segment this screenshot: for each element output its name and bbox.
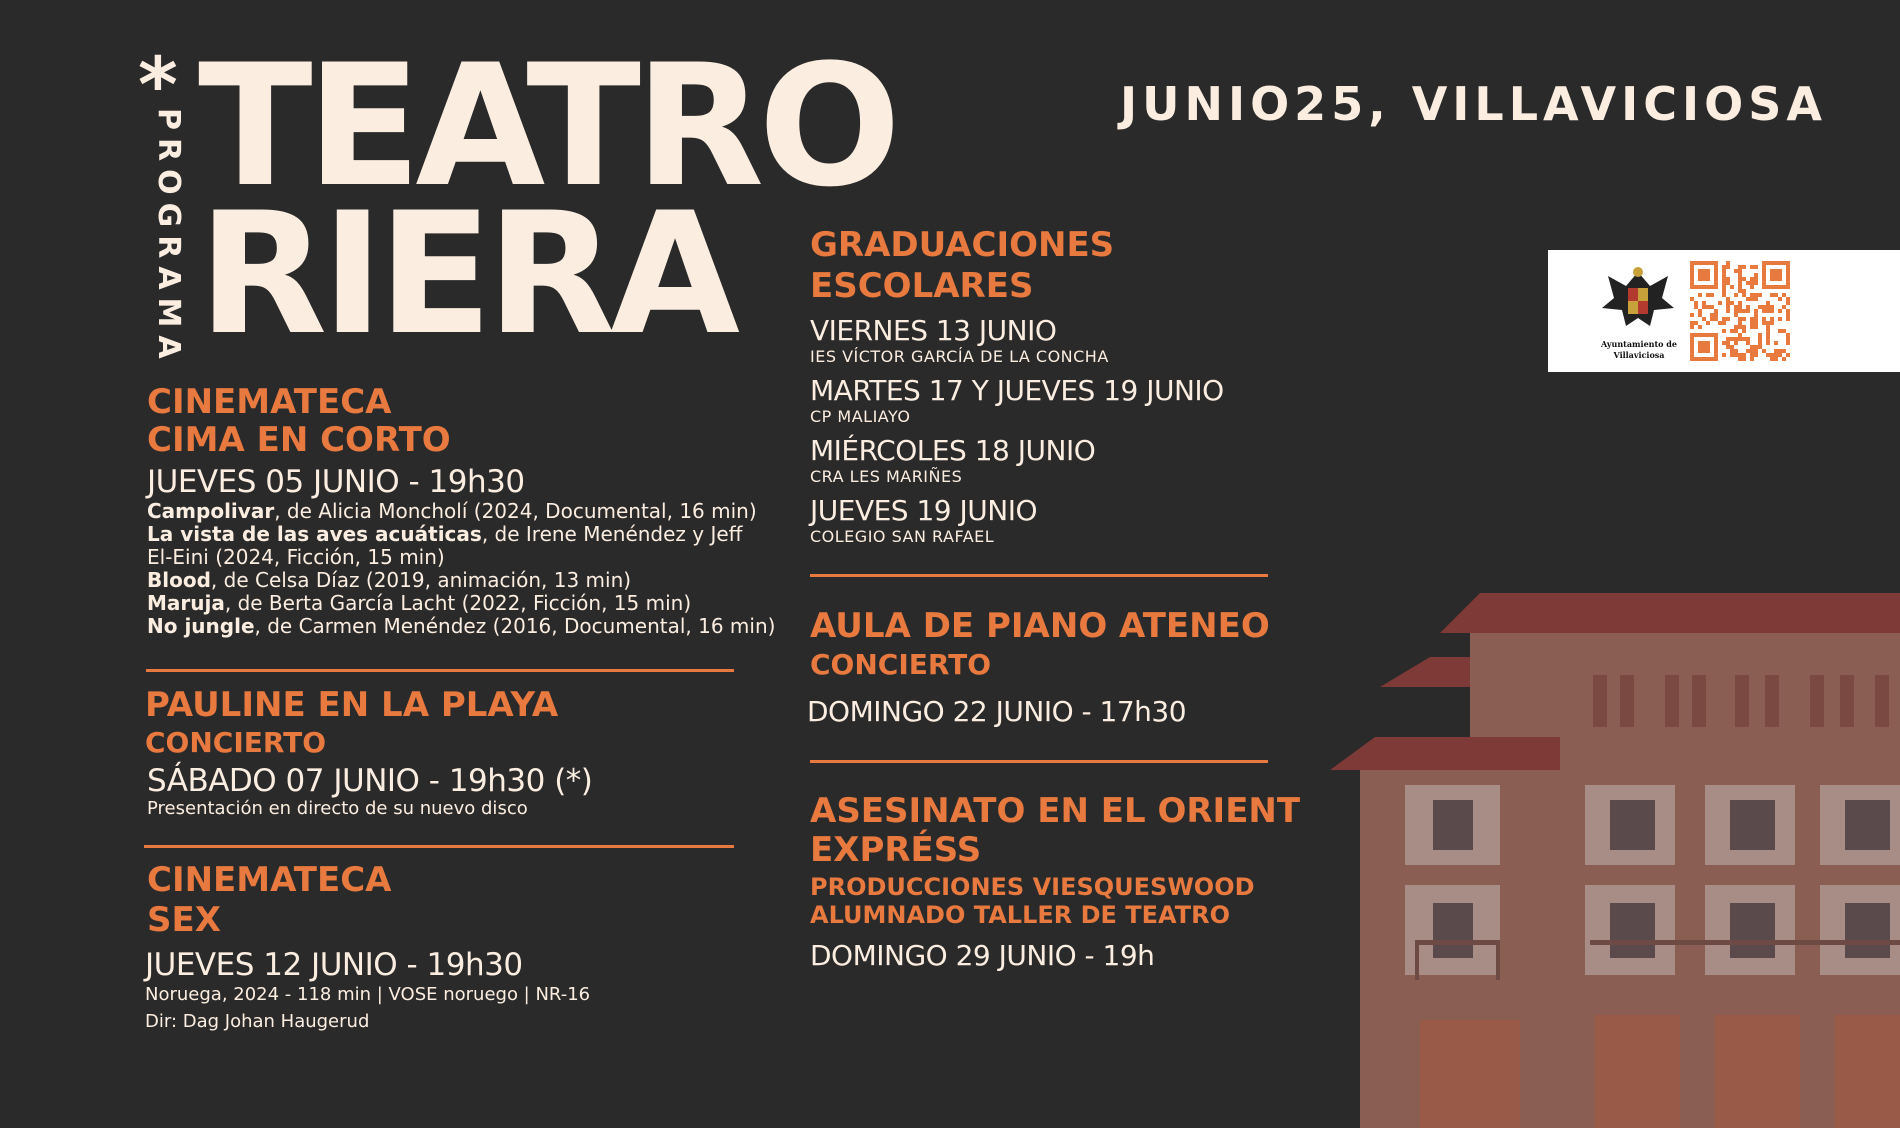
event-note-director: Dir: Dag Johan Haugerud	[145, 1011, 370, 1032]
event-date-22-junio: DOMINGO 22 JUNIO - 17h30	[807, 695, 1187, 728]
event-title-aula-de-piano: AULA DE PIANO ATENEO	[810, 606, 1270, 646]
event-date-12-junio: JUEVES 12 JUNIO - 19h30	[145, 947, 523, 983]
page-title-line1: TEATRO	[198, 28, 896, 224]
asterisk-mark: *	[138, 40, 178, 129]
event-date-05-junio: JUEVES 05 JUNIO - 19h30	[147, 464, 525, 500]
event-title-express: EXPRÉSS	[810, 830, 982, 870]
theatre-building-illustration	[1320, 585, 1900, 1128]
event-title-graduaciones: GRADUACIONES	[810, 225, 1115, 265]
film-list	[147, 500, 775, 638]
logo-caption-line1: Ayuntamiento de	[1601, 339, 1677, 349]
event-title-escolares: ESCOLARES	[810, 266, 1034, 306]
graduation-venue: CP MALIAYO	[810, 407, 911, 426]
film-item: No jungle, de Carmen Menéndez (2016, Documental, 16 min)	[147, 614, 776, 638]
event-note-film-details: Noruega, 2024 - 118 min | VOSE noruego | NR-16	[145, 984, 591, 1005]
film-item: Blood, de Celsa Díaz (2019, animación, 13 min)	[147, 568, 632, 592]
coat-of-arms-icon	[1598, 264, 1678, 334]
graduation-date: VIERNES 13 JUNIO	[810, 314, 1057, 347]
event-subtitle-sex: SEX	[147, 900, 221, 940]
logo-caption-line2: Villaviciosa	[1613, 350, 1665, 360]
event-subtitle-alumnado: ALUMNADO TALLER DE TEATRO	[810, 901, 1231, 929]
graduation-date: JUEVES 19 JUNIO	[810, 494, 1037, 527]
page-title-line2: RIERA	[198, 176, 735, 372]
date-place-heading: JUNIO25, VILLAVICIOSA	[1120, 77, 1827, 131]
divider	[810, 760, 1268, 763]
logo-qr-panel	[1548, 250, 1900, 372]
event-subtitle-cima-en-corto: CIMA EN CORTO	[147, 420, 451, 460]
film-item: La vista de las aves acuáticas, de Irene Menéndez y Jeff	[147, 522, 743, 546]
event-title-cinemateca-1: CINEMATECA	[147, 382, 392, 422]
event-date-29-junio: DOMINGO 29 JUNIO - 19h	[810, 939, 1155, 972]
divider	[146, 669, 734, 672]
event-title-cinemateca-2: CINEMATECA	[147, 860, 392, 900]
graduation-venue: IES VÍCTOR GARCÍA DE LA CONCHA	[810, 347, 1109, 366]
graduation-date: MIÉRCOLES 18 JUNIO	[810, 434, 1096, 467]
film-item: Campolivar, de Alicia Moncholí (2024, Documental, 16 min)	[147, 499, 757, 523]
qr-code-icon	[1690, 261, 1790, 361]
graduation-venue: COLEGIO SAN RAFAEL	[810, 527, 995, 546]
divider	[810, 574, 1268, 577]
event-subtitle-producciones: PRODUCCIONES VIESQUESWOOD	[810, 873, 1255, 901]
event-subtitle-concierto: CONCIERTO	[145, 726, 327, 759]
graduation-date: MARTES 17 Y JUEVES 19 JUNIO	[810, 374, 1224, 407]
event-title-asesinato: ASESINATO EN EL ORIENT	[810, 791, 1301, 831]
event-title-pauline-en-la-playa: PAULINE EN LA PLAYA	[145, 685, 559, 725]
event-note-presentacion: Presentación en directo de su nuevo disco	[147, 798, 528, 819]
event-date-07-junio: SÁBADO 07 JUNIO - 19h30 (*)	[147, 763, 593, 799]
film-item: El-Eini (2024, Ficción, 15 min)	[147, 545, 445, 569]
event-subtitle-concierto-piano: CONCIERTO	[810, 648, 992, 681]
divider	[144, 845, 734, 848]
graduation-venue: CRA LES MARIÑES	[810, 467, 963, 486]
programa-vertical-label: PROGRAMA	[151, 108, 186, 367]
film-item: Maruja, de Berta García Lacht (2022, Ficción, 15 min)	[147, 591, 692, 615]
